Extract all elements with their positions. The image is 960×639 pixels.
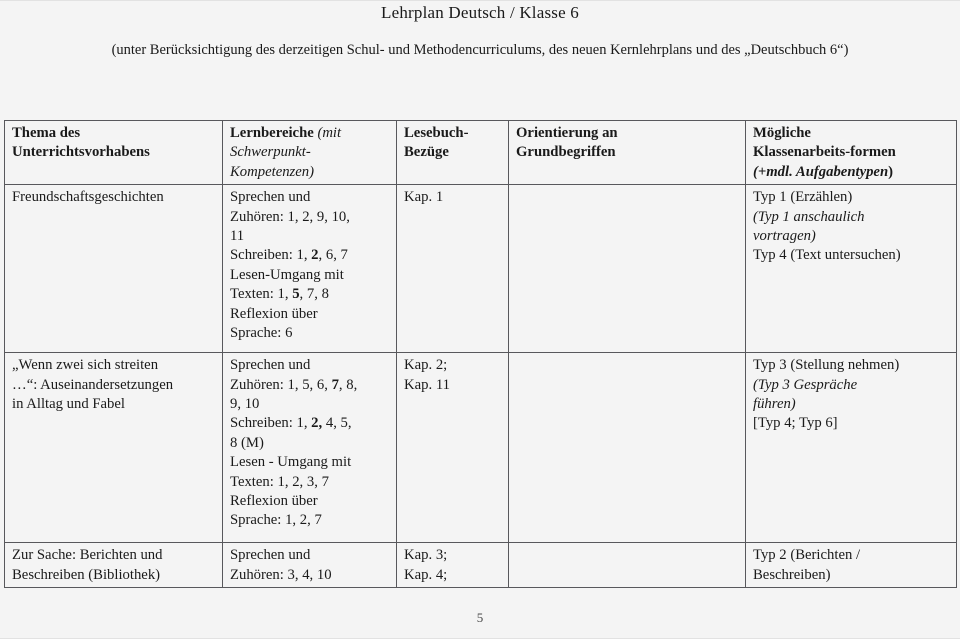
header-lesebuch-line1: Lesebuch- [404, 125, 469, 141]
cell-klassenarbeiten [746, 353, 957, 543]
cell-grundbegriffe [509, 353, 746, 543]
lernbereich-values-pre: 1, [296, 247, 312, 264]
thema-line: Beschreiben (Bibliothek) [12, 566, 161, 583]
cell-lernbereiche [223, 353, 397, 543]
lernbereich-line [230, 324, 391, 343]
header-klassenarbeiten-italic: (+mdl. Aufgabentypen [753, 163, 889, 180]
table-row [5, 353, 957, 543]
cell-thema [5, 543, 223, 588]
lernbereich-values: 3, 4, 10 [287, 566, 332, 583]
header-lernbereiche-line1 [230, 124, 391, 143]
table-header-row [5, 121, 957, 185]
klassenarbeit-line: vortragen) [753, 228, 816, 245]
page-number: 5 [476, 610, 484, 625]
lernbereich-line [230, 546, 391, 565]
lernbereich-line [230, 492, 391, 511]
page-subtitle: (unter Berücksichtigung des derzeitigen Schul- und Methodencurriculums, des neuen Kernlehrplans und des „Deutschbuch 6“) [111, 42, 849, 58]
lernbereich-label: Zuhören: [230, 566, 288, 583]
lernbereich-line [230, 285, 391, 304]
lernbereich-values: 8 (M) [230, 434, 264, 451]
lernbereich-line [230, 208, 391, 227]
cell-klassenarbeiten [746, 543, 957, 588]
lernbereich-value-highlighted: 2 [311, 247, 319, 264]
table-row [5, 543, 957, 588]
lernbereich-label: Lesen-Umgang mit [230, 266, 344, 283]
thema-line: …“: Auseinandersetzungen [12, 376, 174, 393]
lesebuch-reference: Kap. 2; [404, 357, 448, 374]
lernbereich-label: Schreiben: [230, 247, 297, 264]
lernbereich-values: 1, 2, 3, 7 [277, 473, 329, 490]
lernbereich-line [230, 356, 391, 375]
klassenarbeit-line: führen) [753, 396, 796, 413]
lernbereich-values-post: , 6, 7 [318, 247, 348, 264]
page-top-edge [0, 0, 960, 1]
lernbereich-line [230, 376, 391, 395]
lesebuch-reference: Kap. 3; [404, 547, 448, 564]
lernbereich-line [230, 473, 391, 492]
cell-lesebuch-bezuege [397, 185, 509, 353]
thema-line: Freundschaftsgeschichten [12, 189, 164, 206]
lernbereich-label: Sprechen und [230, 189, 311, 206]
lernbereich-line [230, 246, 391, 265]
cell-lernbereiche [223, 185, 397, 353]
cell-klassenarbeiten [746, 185, 957, 353]
lernbereich-line [230, 305, 391, 324]
lernbereich-line [230, 434, 391, 453]
cell-thema [5, 185, 223, 353]
lernbereich-values-pre: 1, 5, 6, [287, 376, 332, 393]
header-cell-lesebuch [397, 121, 509, 185]
lernbereich-values-pre: 1, [296, 415, 312, 432]
lernbereich-label: Texten: [230, 473, 278, 490]
lernbereich-label: Schreiben: [230, 415, 297, 432]
thema-line: in Alltag und Fabel [12, 396, 126, 413]
header-klassenarbeiten-line3 [753, 163, 951, 182]
header-orientierung-line2: Grundbegriffen [516, 144, 616, 161]
lernbereich-values-post: 4, 5, [322, 415, 352, 432]
cell-lesebuch-bezuege [397, 353, 509, 543]
lernbereich-value-highlighted: 2, [311, 415, 323, 432]
header-orientierung-line1: Orientierung an [516, 125, 618, 141]
header-cell-klassenarbeiten [746, 121, 957, 185]
cell-thema [5, 353, 223, 543]
lernbereich-value-highlighted: 7 [331, 376, 339, 393]
lernbereich-line [230, 395, 391, 414]
header-cell-lernbereiche [223, 121, 397, 185]
lernbereich-line [230, 188, 391, 207]
lernbereich-line [230, 414, 391, 433]
klassenarbeit-line: (Typ 3 Gespräche [753, 376, 858, 393]
lernbereich-label: Sprache: [230, 512, 286, 529]
curriculum-table [4, 120, 957, 588]
header-cell-orientierung [509, 121, 746, 185]
lernbereich-values-pre: 1, [277, 286, 293, 303]
thema-line: „Wenn zwei sich streiten [12, 357, 159, 374]
lernbereich-values: 1, 2, 7 [285, 512, 322, 529]
header-lernbereiche-italic-3: Kompetenzen) [230, 163, 315, 180]
lernbereich-label: Sprache: [230, 325, 286, 342]
header-klassenarbeiten-line2: Klassenarbeits-formen [753, 144, 896, 161]
klassenarbeit-line: Beschreiben) [753, 566, 831, 583]
lernbereich-line [230, 227, 391, 246]
cell-lesebuch-bezuege [397, 543, 509, 588]
lernbereich-label: Texten: [230, 286, 278, 303]
lernbereich-line [230, 511, 391, 530]
lesebuch-reference: Kap. 1 [404, 189, 444, 206]
klassenarbeit-line: [Typ 4; Typ 6] [753, 415, 838, 432]
lernbereich-label: Sprechen und [230, 357, 311, 374]
lernbereich-value-highlighted: 5 [292, 286, 300, 303]
klassenarbeit-line: Typ 2 (Berichten / [753, 547, 861, 564]
header-lesebuch-line2: Bezüge [404, 144, 449, 161]
header-lernbereiche-italic-2: Schwerpunkt- [230, 144, 311, 161]
lernbereich-values: 6 [285, 325, 293, 342]
cell-grundbegriffe [509, 185, 746, 353]
lernbereich-values: 1, 2, 9, 10, [287, 208, 350, 225]
header-lernbereiche-italic-1: (mit [317, 125, 342, 141]
thema-line: Zur Sache: Berichten und [12, 547, 163, 564]
lesebuch-reference: Kap. 11 [404, 376, 450, 393]
header-cell-thema [5, 121, 223, 185]
lernbereich-label: Sprechen und [230, 547, 311, 564]
cell-grundbegriffe [509, 543, 746, 588]
table-row [5, 185, 957, 353]
header-klassenarbeiten-line1: Mögliche [753, 125, 811, 141]
header-klassenarbeiten-paren: ) [888, 163, 894, 180]
lernbereich-values-post: , 7, 8 [299, 286, 329, 303]
lernbereich-line [230, 566, 391, 585]
lernbereich-label: Zuhören: [230, 376, 288, 393]
lernbereich-values: 11 [230, 228, 245, 245]
lernbereich-values: 9, 10 [230, 396, 260, 413]
page-title: Lehrplan Deutsch / Klasse 6 [380, 3, 579, 22]
header-lernbereiche-bold: Lernbereiche [230, 125, 318, 141]
lernbereich-label: Reflexion über [230, 305, 318, 322]
klassenarbeit-line: Typ 4 (Text untersuchen) [753, 247, 901, 264]
lernbereich-label: Reflexion über [230, 493, 318, 510]
lernbereich-values-post: , 8, [338, 376, 358, 393]
lernbereich-line [230, 266, 391, 285]
klassenarbeit-line: Typ 3 (Stellung nehmen) [753, 357, 900, 374]
lernbereich-label: Zuhören: [230, 208, 288, 225]
klassenarbeit-line: Typ 1 (Erzählen) [753, 189, 853, 206]
header-thema-line1: Thema des [12, 125, 81, 141]
lernbereich-line [230, 453, 391, 472]
lernbereich-label: Lesen - Umgang mit [230, 454, 352, 471]
cell-lernbereiche [223, 543, 397, 588]
lesebuch-reference: Kap. 4; [404, 566, 448, 583]
klassenarbeit-line: (Typ 1 anschaulich [753, 208, 865, 225]
header-thema-line2: Unterrichtsvorhabens [12, 144, 150, 161]
